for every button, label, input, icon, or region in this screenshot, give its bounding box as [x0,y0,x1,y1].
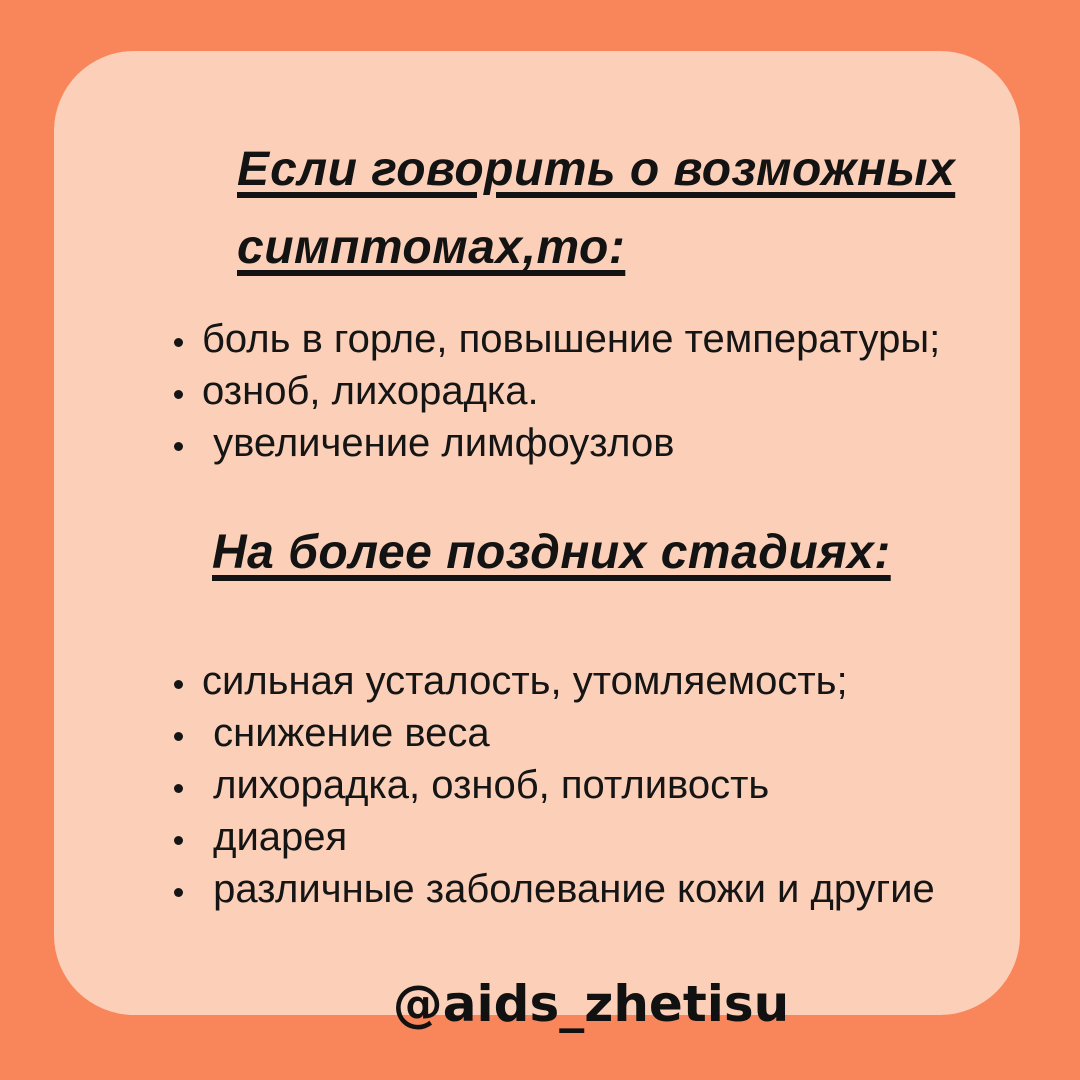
heading-possible-symptoms [237,131,955,287]
bullet-icon [174,680,183,689]
bullet-icon [174,836,183,845]
list-item-text: увеличение лимфоузлов [202,421,675,465]
list-item [174,417,940,469]
bullet-icon [174,888,183,897]
list-item-text: боль в горле, повышение температуры; [202,317,941,361]
instagram-handle: @aids_zhetisu [392,975,790,1033]
bullet-icon [174,784,183,793]
list-item-text: диарея [202,815,348,859]
late-symptoms-list [174,655,935,915]
list-item [174,365,940,417]
content-card [54,51,1020,1033]
list-item-text: снижение веса [202,711,490,755]
list-item-text: лихорадка, озноб, потливость [202,763,770,807]
list-item-text: различные заболевание кожи и другие [202,867,935,911]
list-item-text: сильная усталость, утомляемость; [202,659,848,703]
heading-line: симптомах,то: [237,221,626,274]
heading-later-stages: На более поздних стадиях: [212,526,891,579]
list-item [174,863,935,915]
bullet-icon [174,732,183,741]
early-symptoms-list [174,313,940,469]
heading-line: Если говорить о возможных [237,143,956,196]
bullet-icon [174,442,183,451]
list-item [174,707,935,759]
list-item [174,759,935,811]
bullet-icon [174,338,183,347]
list-item [174,655,935,707]
list-item-text: озноб, лихорадка. [202,369,539,413]
list-item [174,811,935,863]
bullet-icon [174,390,183,399]
list-item [174,313,940,365]
